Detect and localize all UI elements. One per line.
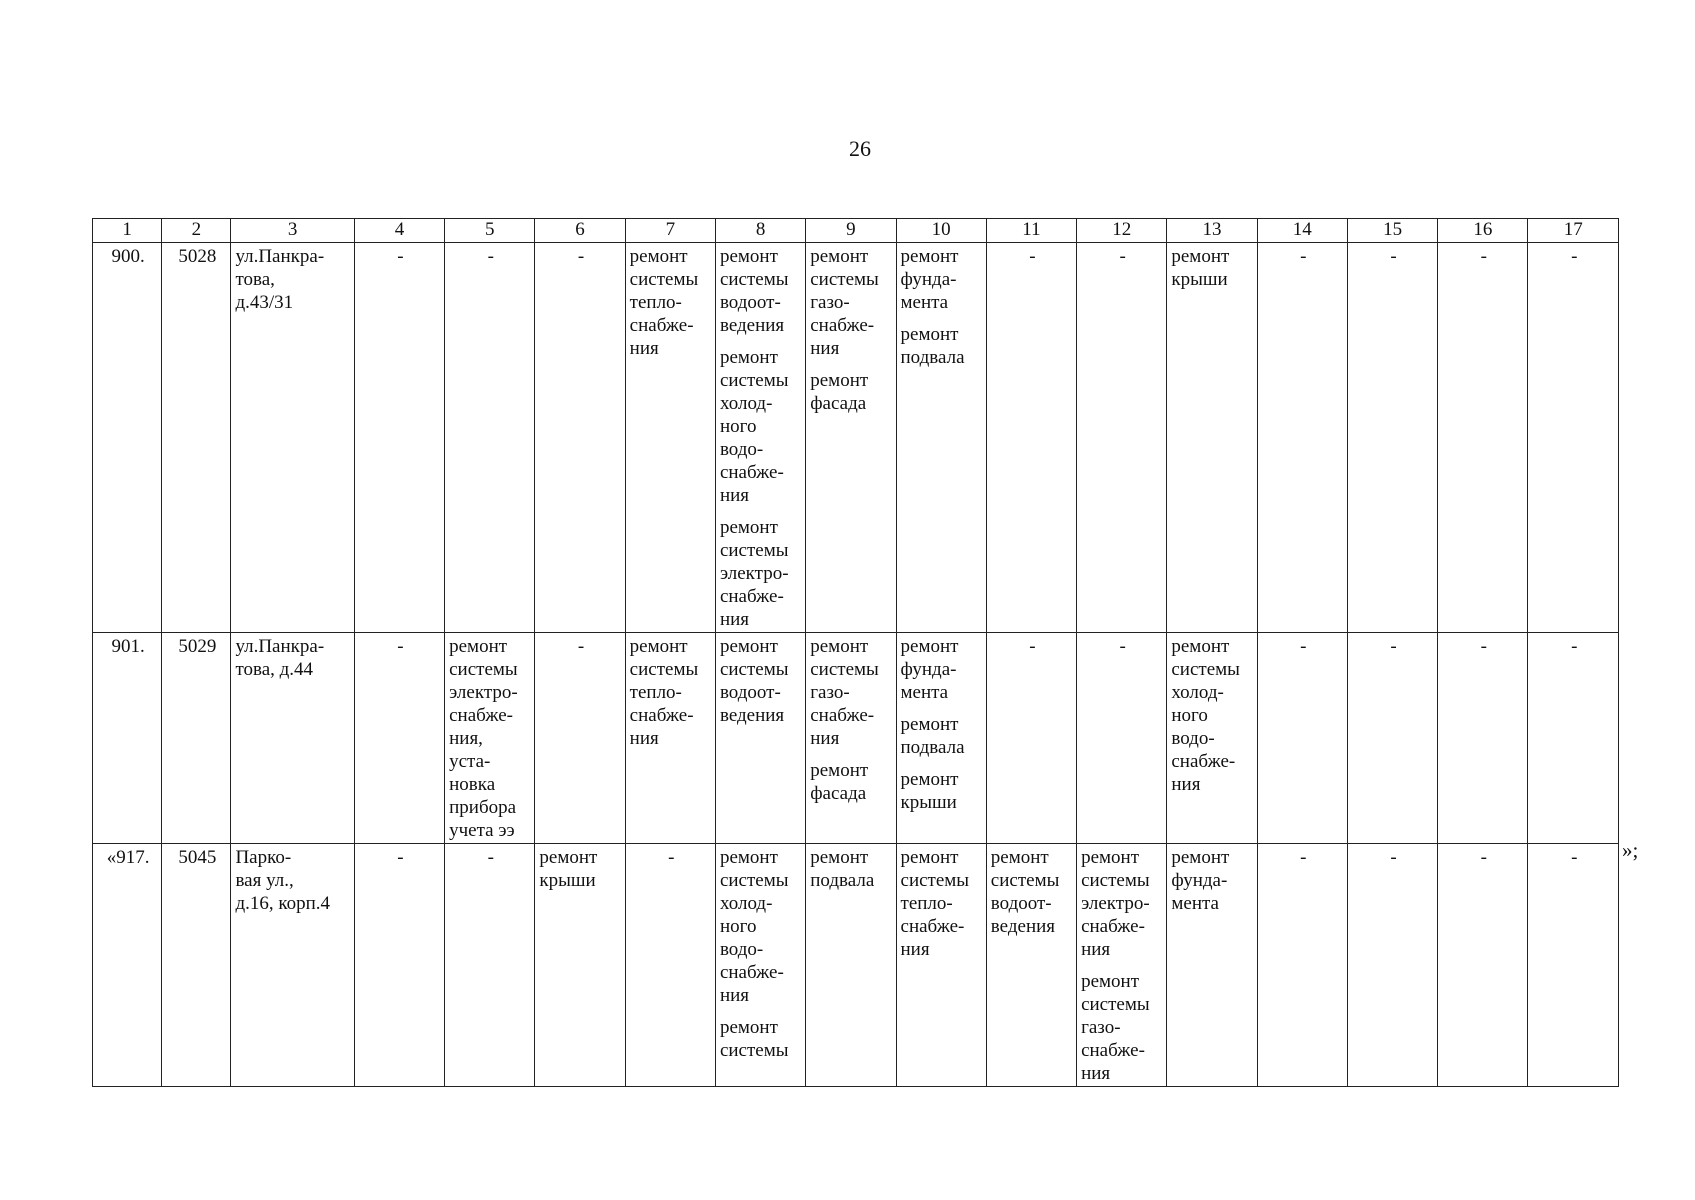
work-item: ремонт системы газо- снабже- ния <box>1081 971 1150 1084</box>
cell-text: 900. <box>111 246 145 267</box>
address-cell <box>231 243 354 633</box>
work-item: ремонт системы тепло- снабже- ния <box>900 847 970 960</box>
address-cell <box>231 844 354 1087</box>
empty-dash-cell <box>1077 633 1167 844</box>
work-item: ремонт подвала <box>900 714 965 758</box>
work-item: - <box>1480 636 1487 657</box>
empty-dash-cell <box>1257 633 1347 844</box>
work-item: ремонт фасада <box>810 370 869 414</box>
table-row <box>93 844 1619 1087</box>
empty-dash-cell <box>1438 243 1528 633</box>
column-number-2: 2 <box>162 219 231 243</box>
work-item: ремонт системы электро- снабже- ния <box>719 517 789 630</box>
table-row <box>93 243 1619 633</box>
work-cell-col-9 <box>806 844 896 1087</box>
work-cell-col-10 <box>896 844 986 1087</box>
empty-dash-cell <box>1257 243 1347 633</box>
column-number-17: 17 <box>1528 219 1619 243</box>
work-item: - <box>1390 246 1397 267</box>
column-number-7: 7 <box>625 219 715 243</box>
cell-text: Парко- вая ул., д.16, корп.4 <box>235 847 331 914</box>
page-number: 26 <box>849 136 871 161</box>
column-number-3: 3 <box>231 219 354 243</box>
work-cell-col-13 <box>1167 844 1257 1087</box>
table-row <box>93 633 1619 844</box>
address-cell <box>231 633 354 844</box>
work-item: - <box>397 847 404 868</box>
work-item: ремонт крыши <box>1171 246 1230 290</box>
work-item: ремонт системы электро- снабже- ния <box>1081 847 1150 960</box>
work-cell-col-13 <box>1167 243 1257 633</box>
work-item: - <box>487 246 494 267</box>
work-item: - <box>1571 847 1578 868</box>
work-cell-col-12 <box>1077 844 1167 1087</box>
work-cell-col-8 <box>715 633 805 844</box>
empty-dash-cell <box>1347 633 1437 844</box>
cell-text: 5029 <box>178 636 217 657</box>
work-item: - <box>1029 246 1036 267</box>
work-item: - <box>1480 246 1487 267</box>
work-item: - <box>1390 847 1397 868</box>
cell-text: 5028 <box>178 246 217 267</box>
work-item: - <box>397 246 404 267</box>
house-code-cell <box>162 844 231 1087</box>
column-number-6: 6 <box>535 219 625 243</box>
cell-text: ул.Панкра- това, д.44 <box>235 636 325 680</box>
row-index-cell <box>93 844 162 1087</box>
cell-text: 5045 <box>178 847 217 868</box>
empty-dash-cell <box>354 243 444 633</box>
work-item: ремонт системы электро- снабже- ния, уста- новка прибора учета ээ <box>449 636 518 841</box>
work-item: ремонт системы газо- снабже- ния <box>810 636 879 749</box>
work-item: ремонт системы холод- ного водо- снабже- ния <box>719 847 789 1006</box>
column-number-14: 14 <box>1257 219 1347 243</box>
empty-dash-cell <box>1438 633 1528 844</box>
empty-dash-cell <box>1257 844 1347 1087</box>
work-item: - <box>1300 636 1307 657</box>
work-item: - <box>397 636 404 657</box>
column-number-13: 13 <box>1167 219 1257 243</box>
empty-dash-cell <box>445 243 535 633</box>
work-cell-col-10 <box>896 633 986 844</box>
work-item: - <box>1119 636 1126 657</box>
column-number-12: 12 <box>1077 219 1167 243</box>
empty-dash-cell <box>1528 243 1619 633</box>
work-item: - <box>668 847 675 868</box>
column-number-5: 5 <box>445 219 535 243</box>
work-item: - <box>487 847 494 868</box>
column-number-4: 4 <box>354 219 444 243</box>
work-cell-col-8 <box>715 844 805 1087</box>
work-item: ремонт подвала <box>810 847 875 891</box>
work-item: ремонт фунда- мента <box>900 636 959 703</box>
empty-dash-cell <box>1528 633 1619 844</box>
work-item: - <box>1300 847 1307 868</box>
work-item: - <box>577 636 585 657</box>
work-item: - <box>1300 246 1307 267</box>
cell-text: ул.Панкра- това, д.43/31 <box>235 246 325 313</box>
cell-text: 901. <box>111 636 145 657</box>
column-number-8: 8 <box>715 219 805 243</box>
column-number-11: 11 <box>986 219 1076 243</box>
work-item: ремонт системы газо- снабже- ния <box>810 246 879 359</box>
work-cell-col-7 <box>625 243 715 633</box>
work-cell-col-7 <box>625 633 715 844</box>
column-number-15: 15 <box>1347 219 1437 243</box>
empty-dash-cell <box>625 844 715 1087</box>
empty-dash-cell <box>1077 243 1167 633</box>
work-item: ремонт системы холод- ного водо- снабже- ния <box>1171 636 1240 795</box>
empty-dash-cell <box>535 633 625 844</box>
empty-dash-cell <box>986 243 1076 633</box>
column-number-row <box>93 219 1619 243</box>
cell-text: «917. <box>106 847 150 868</box>
work-cell-col-11 <box>986 844 1076 1087</box>
column-number-16: 16 <box>1438 219 1528 243</box>
house-code-cell <box>162 633 231 844</box>
work-cell-col-5 <box>445 633 535 844</box>
work-item: - <box>1571 246 1578 267</box>
work-item: ремонт системы <box>719 1017 789 1061</box>
row-index-cell <box>93 633 162 844</box>
work-item: - <box>1029 636 1036 657</box>
empty-dash-cell <box>445 844 535 1087</box>
work-cell-col-9 <box>806 633 896 844</box>
work-cell-col-8 <box>715 243 805 633</box>
work-item: ремонт системы тепло- снабже- ния <box>629 246 699 359</box>
empty-dash-cell <box>1347 243 1437 633</box>
empty-dash-cell <box>354 633 444 844</box>
work-cell-col-9 <box>806 243 896 633</box>
work-item: ремонт системы холод- ного водо- снабже- ния <box>719 347 789 506</box>
empty-dash-cell <box>1347 844 1437 1087</box>
work-item: ремонт крыши <box>900 769 959 813</box>
work-item: - <box>1119 246 1126 267</box>
house-code-cell <box>162 243 231 633</box>
column-number-9: 9 <box>806 219 896 243</box>
work-item: ремонт подвала <box>900 324 965 368</box>
empty-dash-cell <box>1438 844 1528 1087</box>
work-item: - <box>1480 847 1487 868</box>
row-index-cell <box>93 243 162 633</box>
work-item: ремонт системы водоот- ведения <box>719 636 789 726</box>
work-item: ремонт крыши <box>539 847 598 891</box>
empty-dash-cell <box>535 243 625 633</box>
work-item: ремонт фунда- мента <box>1171 847 1230 914</box>
work-cell-col-6 <box>535 844 625 1087</box>
work-item: - <box>1390 636 1397 657</box>
repair-schedule-table <box>92 218 1619 1087</box>
work-cell-col-10 <box>896 243 986 633</box>
work-item: ремонт системы водоот- ведения <box>719 246 789 336</box>
work-item: - <box>577 246 585 267</box>
work-item: - <box>1571 636 1578 657</box>
work-item: ремонт фасада <box>810 760 869 804</box>
work-cell-col-13 <box>1167 633 1257 844</box>
work-item: ремонт фунда- мента <box>900 246 959 313</box>
empty-dash-cell <box>1528 844 1619 1087</box>
column-number-1: 1 <box>93 219 162 243</box>
column-number-10: 10 <box>896 219 986 243</box>
work-item: ремонт системы тепло- снабже- ния <box>629 636 699 749</box>
empty-dash-cell <box>354 844 444 1087</box>
closing-quote-mark: »; <box>1622 838 1639 862</box>
work-item: ремонт системы водоот- ведения <box>990 847 1060 937</box>
empty-dash-cell <box>986 633 1076 844</box>
